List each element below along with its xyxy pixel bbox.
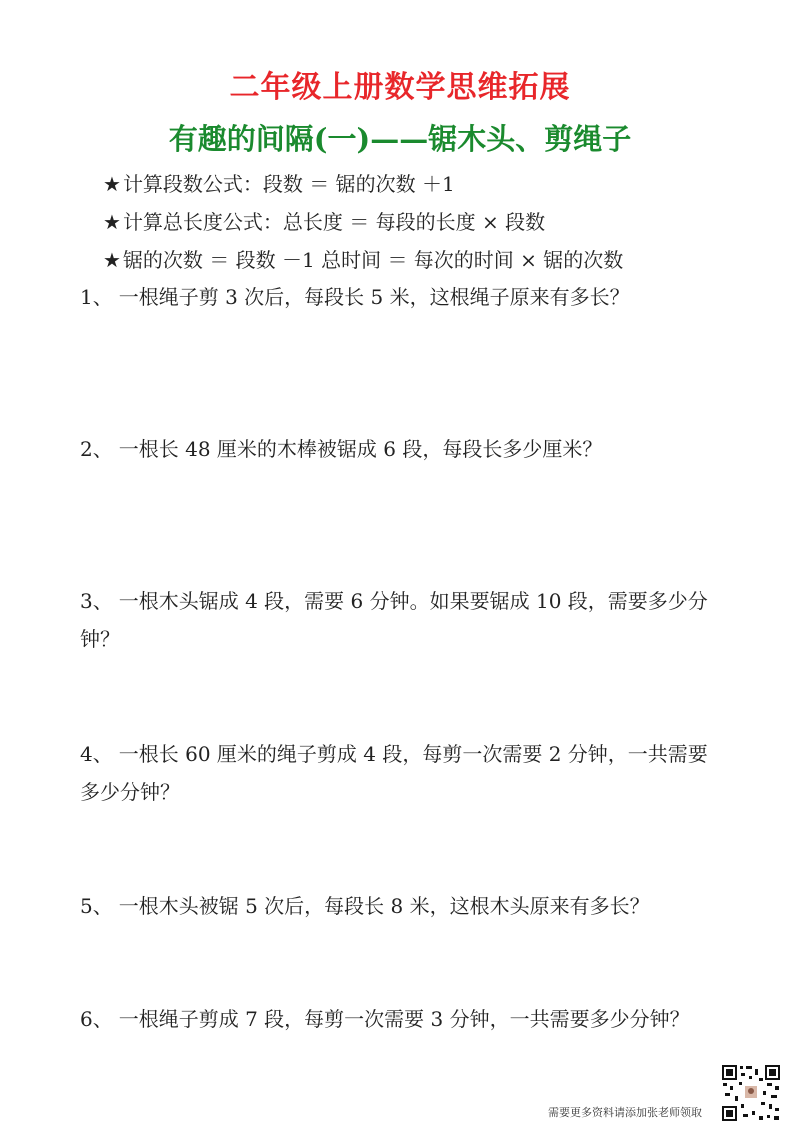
formula-segments	[103, 168, 455, 197]
question-6	[80, 1000, 720, 1038]
question-text: 一根绳子剪成 7 段，每剪一次需要 3 分钟，一共需要多少分钟？	[118, 1007, 690, 1031]
page-title: 二年级上册数学思维拓展	[229, 70, 571, 105]
question-text: 一根木头被锯 5 次后，每段长 8 米，这根木头原来有多长？	[118, 894, 650, 918]
question-3	[80, 582, 720, 658]
question-text: 一根长 48 厘米的木棒被锯成 6 段，每段长多少厘米？	[118, 437, 603, 461]
question-2	[80, 430, 720, 468]
question-number: 5、	[80, 894, 113, 918]
formula-text: 计算段数公式：段数 ＝ 锯的次数 ＋1	[122, 172, 455, 196]
footer-note: 需要更多资料请添加张老师领取	[548, 1106, 702, 1119]
formula-saw-count-and-time	[103, 244, 623, 273]
question-text: 一根长 60 厘米的绳子剪成 4 段，每剪一次需要 2 分钟，一共需要多少分钟？	[80, 742, 708, 804]
formula-total-length	[103, 206, 545, 235]
question-1	[80, 278, 720, 316]
question-number: 3、	[80, 589, 113, 613]
question-text: 一根绳子剪 3 次后，每段长 5 米，这根绳子原来有多长？	[118, 285, 630, 309]
question-4	[80, 735, 720, 811]
question-5	[80, 887, 720, 925]
question-number: 2、	[80, 437, 113, 461]
question-number: 4、	[80, 742, 113, 766]
star-icon: ★	[103, 210, 121, 234]
question-number: 1、	[80, 285, 113, 309]
page-subtitle: 有趣的间隔(一)——锯木头、剪绳子	[168, 122, 632, 156]
question-number: 6、	[80, 1007, 113, 1031]
formula-text: 锯的次数 ＝ 段数 －1 总时间 ＝ 每次的时间 × 锯的次数	[122, 248, 624, 272]
question-text: 一根木头锯成 4 段，需要 6 分钟。如果要锯成 10 段，需要多少分钟？	[80, 589, 708, 651]
formula-text: 计算总长度公式：总长度 ＝ 每段的长度 × 段数	[122, 210, 546, 234]
star-icon: ★	[103, 248, 121, 272]
star-icon: ★	[103, 172, 121, 196]
qr-code-icon	[721, 1064, 781, 1122]
